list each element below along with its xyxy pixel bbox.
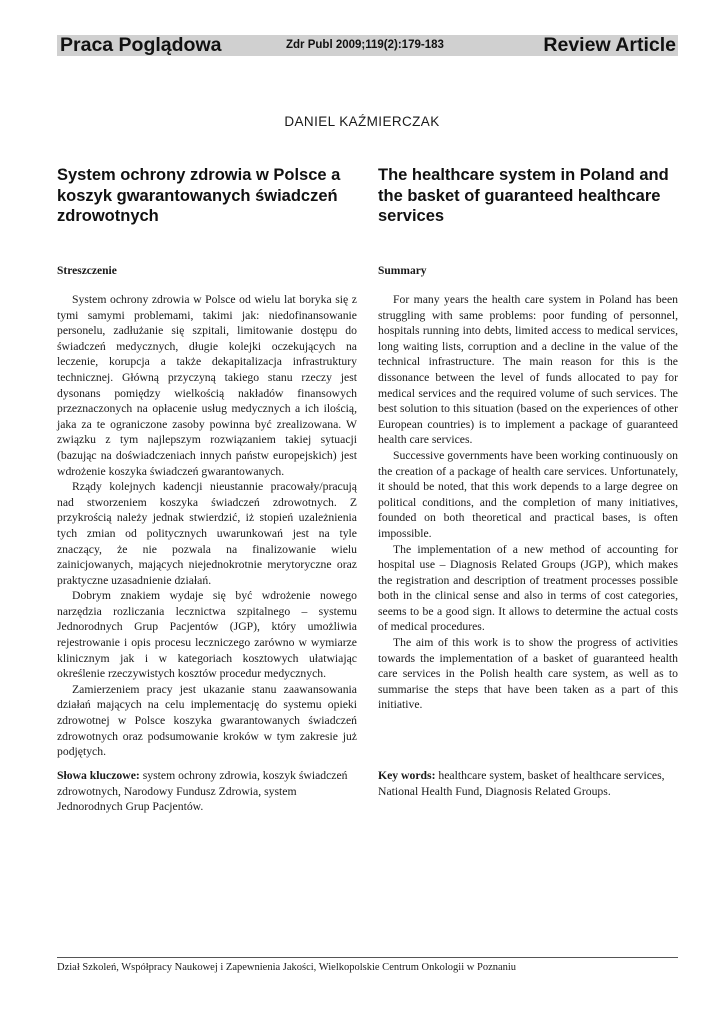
abstract-en-paragraph: The aim of this work is to show the progress of activities towards the implementation of a basket of guaranteed health care services in the Polish health care system, as well as to summarise the steps that have been taken as a part of this initiative. xyxy=(378,636,678,712)
abstract-pl-paragraph: Rządy kolejnych kadencji nieustannie pracowały/pracują nad stworzeniem koszyka świadczeń zdrowotnych. Z przykrością należy jednak stwierdzić, iż stopień uzależnienia tych zmian od politycznych uwarunkowań jest na tyle znaczący, że nie pozwala na finalizowanie wielu zainicjowanych, mających niejednokrotnie merytoryczne oraz praktyczne uzasadnienie działań. xyxy=(57,480,357,587)
article-type-en: Review Article xyxy=(543,34,676,56)
journal-citation: Zdr Publ 2009;119(2):179-183 xyxy=(286,39,444,51)
abstract-en-paragraph: For many years the health care system in Poland has been struggling with same problems: poor funding of personnel, hospitals running into debts, limited access to medical services, long waiting lists, corruption and a decline in the value of the technical infrastructure. The main reason for this is the dissonance between the level of funds allocated to pay for medical services and the required volume of such services. The best solution to this situation (based on the experiences of other European countries) is to implement a package of guaranteed health care services. xyxy=(378,293,678,447)
heading-streszczenie: Streszczenie xyxy=(57,265,117,277)
abstract-pl-paragraph: System ochrony zdrowia w Polsce od wielu lat boryka się z tymi samymi problemami, takimi jak: niedofinansowanie personelu, zadłużanie się szpitali, limitowanie dostępu do świadczeń medycznych, długie kolejki oczekujących na leczenie, korupcja a także dekapitalizacja infrastruktury technicznej. Główną przyczyną takiego stanu rzeczy jest dysonans pomiędzy wielkością nakładów finansowych przeznaczonych na opłacenie usług medycznych a ich ilością, jaka za te ograniczone zasoby powinna być zrealizowana. W związku z tym najlepszym rozwiązaniem takiej sytuacji (bazując na doświadczeniach innych państw europejskich) jest wdrożenie koszyka świadczeń gwarantowanych. xyxy=(57,293,357,478)
article-type-pl: Praca Poglądowa xyxy=(60,34,222,56)
keywords-english xyxy=(378,768,678,799)
abstract-english xyxy=(378,292,678,713)
title-polish: System ochrony zdrowia w Polsce a koszyk gwarantowanych świadczeń zdrowotnych xyxy=(57,166,341,225)
abstract-pl-paragraph: Zamierzeniem pracy jest ukazanie stanu zaawansowania działań mających na celu implementację do systemu opieki zdrowotnej w Polsce koszyka gwarantowanych świadczeń zdrowotnych oraz podsumowanie kroków w tym zakresie już podjętych. xyxy=(57,682,357,759)
keywords-pl-text: system ochrony zdrowia, koszyk świadczeń zdrowotnych, Narodowy Fundusz Zdrowia, system Jednorodnych Grup Pacjentów. xyxy=(57,769,348,814)
footer-divider xyxy=(57,957,678,958)
heading-summary: Summary xyxy=(378,265,427,277)
author-name: DANIEL KAŹMIERCZAK xyxy=(284,114,440,129)
keywords-en-label: Key words: xyxy=(378,769,436,782)
abstract-polish xyxy=(57,292,357,760)
keywords-polish xyxy=(57,768,357,815)
keywords-pl-label: Słowa kluczowe: xyxy=(57,769,140,782)
abstract-pl-paragraph: Dobrym znakiem wydaje się być wdrożenie nowego narzędzia rozliczania lecznictwa szpitalnego – systemu Jednorodnych Grup Pacjentów (JGP), który umożliwia rejestrowanie i opis procesu leczniczego zarówno w wymiarze klinicznym jak i w kategoriach kosztowych ułatwiając określenie rzeczywistych kosztów procedur medycznych. xyxy=(57,589,357,681)
title-english: The healthcare system in Poland and the basket of guaranteed healthcare services xyxy=(378,166,669,225)
abstract-en-paragraph: Successive governments have been working continuously on the creation of a package of health care services. Unfortunately, it should be noted, that this work depends to a large degree on political conditions, and the completion of many initiatives, founded on both theoretical and practical bases, is often impossible. xyxy=(378,448,678,540)
abstract-en-paragraph: The implementation of a new method of accounting for hospital use – Diagnosis Related Groups (JGP), which makes the registration and description of treatment processes possible both in the clinical sense and also in terms of cost categories, seems to be a good sign. It allows to determine the actual costs of medical procedures. xyxy=(378,542,678,634)
keywords-en-text: healthcare system, basket of healthcare services, National Health Fund, Diagnosis Related Groups. xyxy=(378,769,665,798)
author-affiliation: Dział Szkoleń, Współpracy Naukowej i Zapewnienia Jakości, Wielkopolskie Centrum Onkologii w Poznaniu xyxy=(57,962,517,973)
